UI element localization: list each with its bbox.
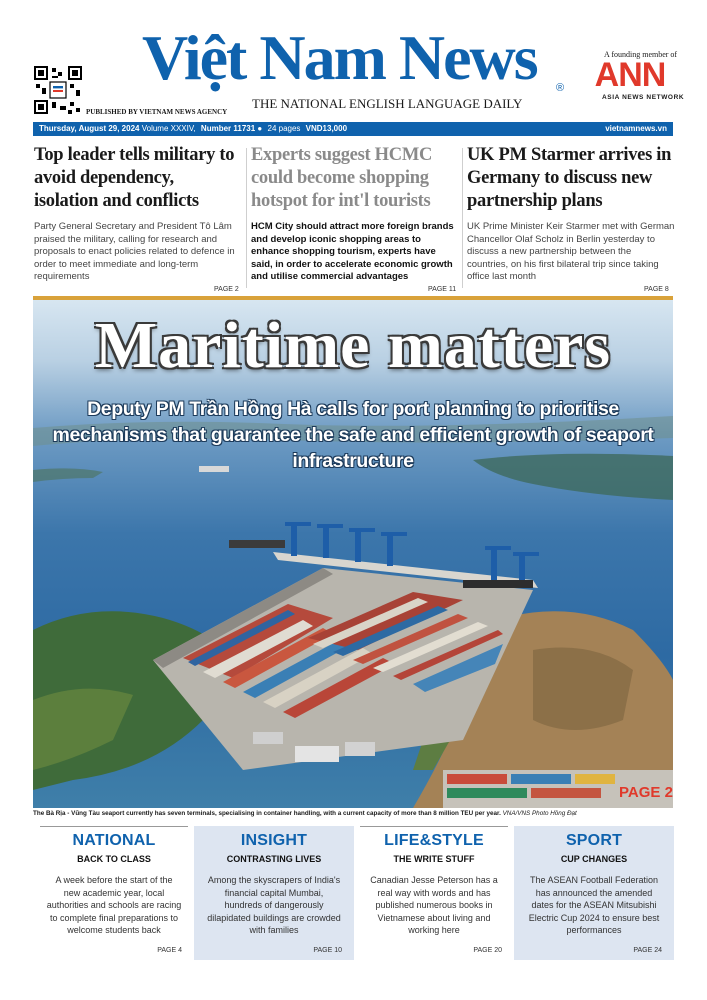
story-headline[interactable]: Experts suggest HCMC could become shopping hotspot for int'l tourists <box>251 145 433 211</box>
hero-headline[interactable]: Maritime matters <box>94 309 612 382</box>
story-page-ref[interactable]: PAGE 11 <box>428 286 457 293</box>
top-story-2[interactable] <box>251 144 459 284</box>
section-title[interactable]: NATIONAL <box>72 832 156 849</box>
qr-code-icon <box>34 66 82 114</box>
section-subtitle: CONTRASTING LIVES <box>226 854 322 864</box>
story-page-ref[interactable]: PAGE 8 <box>644 286 669 293</box>
ann-founding-text: A founding member of <box>604 50 678 59</box>
issue-pages: 24 pages <box>267 124 301 133</box>
section-subtitle: THE WRITE STUFF <box>393 854 475 864</box>
section-life-style[interactable] <box>354 826 514 960</box>
section-title[interactable]: SPORT <box>565 832 623 849</box>
section-national[interactable] <box>34 826 194 960</box>
section-title[interactable]: INSIGHT <box>240 832 308 849</box>
issue-price: VND13,000 <box>305 124 348 133</box>
column-divider <box>462 148 463 288</box>
section-summary: Canadian Jesse Peterson has a real way with words and has published numerous books in Vietnamese about living and working here <box>370 875 498 935</box>
story-headline[interactable]: Top leader tells military to avoid dependency, isolation and conflicts <box>34 145 235 211</box>
story-summary: Party General Secretary and President Tô Lâm praised the military, calling for research and proposals to enact policies related to defence in order to meet immediate and long-term requirements <box>34 221 235 282</box>
website-link[interactable]: vietnamnews.vn <box>605 124 667 133</box>
section-summary: A week before the start of the new academic year, local authorities and schools are racing to complete final preparations to welcome students back <box>46 875 182 935</box>
section-subtitle: CUP CHANGES <box>560 854 628 864</box>
issue-number: Number 11731 <box>200 124 256 133</box>
bullet-icon: ● <box>257 124 263 133</box>
issue-date: Thursday, August 29, 2024 <box>39 124 140 133</box>
story-summary: UK Prime Minister Keir Starmer met with German Chancellor Olaf Scholz in Berlin yesterday to discuss a new partnership between the countries, on his first bilateral trip since taking office last month <box>467 221 675 282</box>
top-story-1[interactable] <box>34 144 242 284</box>
section-page-ref[interactable]: PAGE 4 <box>157 947 182 954</box>
section-rule <box>40 826 188 827</box>
svg-text:ANN: ANN <box>594 58 666 90</box>
published-by: PUBLISHED BY VIETNAM NEWS AGENCY <box>86 108 228 116</box>
masthead-title: Việt Nam News <box>142 22 537 93</box>
ann-subtitle: ASIA NEWS NETWORK <box>602 94 685 101</box>
issue-volume: Volume XXXIV, <box>141 124 196 133</box>
section-summary: The ASEAN Football Federation has announced the amended dates for the ASEAN Mitsubishi Electric Cup 2024 to ensure best performances <box>528 875 660 935</box>
masthead-tagline: THE NATIONAL ENGLISH LANGUAGE DAILY <box>252 96 523 111</box>
section-page-ref[interactable]: PAGE 10 <box>313 947 342 954</box>
section-summary: Among the skyscrapers of India's financial capital Mumbai, hundreds of dangerously dilapidated buildings are crowded with families <box>207 875 341 935</box>
section-page-ref[interactable]: PAGE 20 <box>473 947 502 954</box>
section-title[interactable]: LIFE&STYLE <box>384 832 484 849</box>
section-page-ref[interactable]: PAGE 24 <box>633 947 662 954</box>
photo-credit: VNA/VNS Photo Hồng Đạt <box>502 810 577 817</box>
date-bar <box>33 122 673 136</box>
top-story-3[interactable] <box>467 144 675 284</box>
story-headline[interactable]: UK PM Starmer arrives in Germany to discuss new partnership plans <box>467 145 672 211</box>
hero-photo[interactable] <box>33 300 673 808</box>
hero-page-ref[interactable]: PAGE 2 <box>619 784 673 801</box>
photo-caption <box>33 810 673 817</box>
caption-text: The Bà Rịa - Vũng Tàu seaport currently has seven terminals, specialising in container handling, with a current capacity of more than 8 million TEU per year. <box>33 810 501 817</box>
column-divider <box>246 148 247 288</box>
registered-mark: ® <box>556 82 565 94</box>
section-sport[interactable] <box>514 826 674 960</box>
story-summary: HCM City should attract more foreign brands and develop iconic shopping areas to enhance shopping tourism, experts have said, in order to accelerate economic growth and utilise commercial advantages <box>251 221 454 282</box>
hero-subheadline: Deputy PM Trần Hồng Hà calls for port planning to prioritise mechanisms that guarantee the safe and efficient growth of seaport infrastructure <box>52 398 654 472</box>
section-insight[interactable] <box>194 826 354 960</box>
section-subtitle: BACK TO CLASS <box>77 854 151 864</box>
section-rule <box>360 826 508 827</box>
ann-logo <box>586 58 674 90</box>
story-page-ref[interactable]: PAGE 2 <box>214 286 239 293</box>
